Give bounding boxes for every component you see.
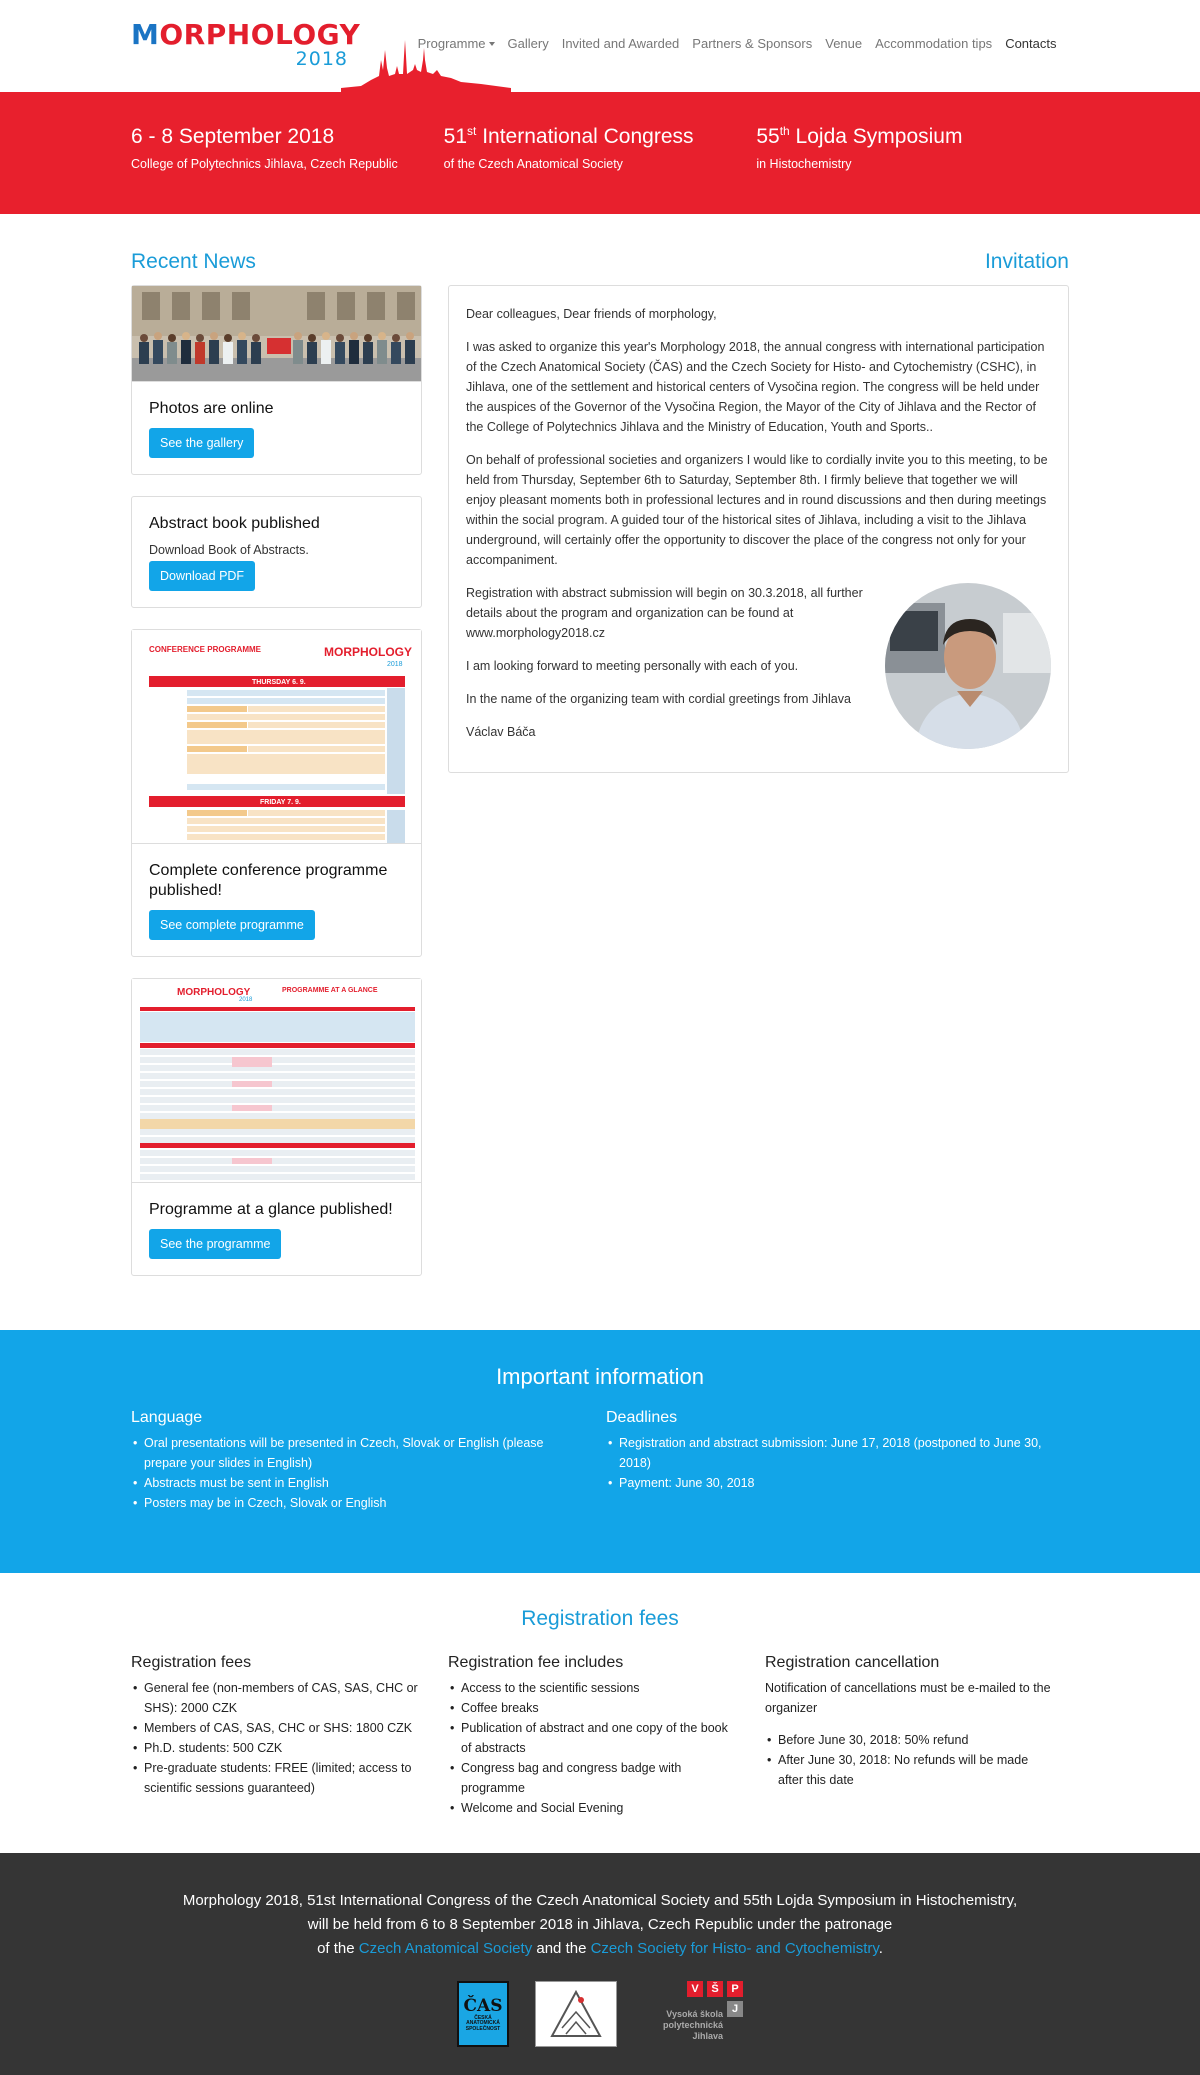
see-programme-button[interactable]: See the programme (149, 1229, 281, 1259)
main-content (131, 214, 1069, 1330)
site-logo[interactable] (131, 18, 361, 74)
nav-invited-awarded[interactable]: Invited and Awarded (561, 36, 680, 51)
nav-contacts[interactable]: Contacts (1005, 36, 1057, 51)
header (0, 0, 1200, 92)
invitation-paragraph: I am looking forward to meeting personally with each of you. (466, 659, 799, 673)
important-info-heading: Important information (496, 1363, 704, 1389)
footer-text: Morphology 2018, 51st International Congress of the Czech Anatomical Society and 55th Lojda Symposium in Histochemistry, (182, 1891, 1018, 1909)
news-title: Complete conference programme published! (149, 861, 388, 900)
language-heading: Language (131, 1408, 203, 1426)
nav-programme[interactable]: Programme (411, 36, 501, 51)
svg-text:2018: 2018 (239, 997, 253, 1004)
invitation-card (448, 285, 1069, 773)
main-nav (411, 36, 1063, 51)
news-card-photos (131, 285, 422, 475)
list-item: • Welcome and Social Evening (448, 1798, 739, 1818)
deadlines-heading: Deadlines (606, 1408, 678, 1426)
list-item: • Pre-graduate students: FREE (limited; access to scientific sessions guaranteed) (131, 1758, 422, 1798)
nav-partners-sponsors[interactable]: Partners & Sponsors (692, 36, 813, 51)
news-title: Photos are online (149, 400, 274, 417)
svg-text:MORPHOLOGY: MORPHOLOGY (177, 987, 251, 999)
fees-heading: Registration fees (521, 1606, 679, 1630)
hero-congress: 51st International Congress of the Czech Anatomical Society (443, 124, 694, 172)
registration-fees-section (0, 1573, 1200, 1853)
svg-text:CONFERENCE PROGRAMME: CONFERENCE PROGRAMME (149, 644, 262, 654)
invitation-paragraph: In the name of the organizing team with cordial greetings from Jihlava (466, 692, 851, 706)
list-item: • General fee (non-members of CAS, SAS, CHC or SHS): 2000 CZK (131, 1678, 422, 1718)
list-item: • Coffee breaks (448, 1698, 739, 1718)
list-item: • Ph.D. students: 500 CZK (131, 1738, 422, 1758)
news-title: Programme at a glance published! (149, 1201, 393, 1219)
fees-column (131, 1654, 422, 1818)
important-info-section (0, 1330, 1200, 1573)
invitation-greeting: Dear colleagues, Dear friends of morphology, (466, 307, 717, 321)
programme-preview-image[interactable] (132, 630, 421, 844)
download-pdf-button[interactable]: Download PDF (149, 561, 255, 591)
histochemistry-society-logo[interactable] (535, 1981, 617, 2047)
cas-logo[interactable]: ČAS ČESKÁ ANATOMICKÁ SPOLEČNOST (457, 1981, 509, 2047)
news-heading: Recent News (131, 250, 256, 273)
vsp-jihlava-logo[interactable]: V Š P J Vysoká škola polytechnická Jihlava (643, 1981, 743, 2047)
nav-accommodation[interactable]: Accommodation tips (875, 36, 993, 51)
list-item: • Abstracts must be sent in English (131, 1473, 569, 1493)
hero-dates: 6 - 8 September 2018 College of Polytechnics Jihlava, Czech Republic (131, 125, 398, 172)
caret-down-icon (489, 42, 495, 46)
see-complete-programme-button[interactable]: See complete programme (149, 910, 315, 940)
list-item: • After June 30, 2018: No refunds will be made after this date (765, 1750, 1056, 1790)
invitation-paragraph: I was asked to organize this year's Morphology 2018, the annual congress with international participation of the Czech Anatomical Society (ČAS) and the Czech Society for Histo- and Cytochemistry (CSHC), in Jihlava, one of the settlement and historical centers of Vysočina region. The congress will be held under the auspices of the Governor of the Vysočina Region, the Mayor of the City of Jihlava and the Rector of the College of Polytechnics Jihlava and the Ministry of Education, Youth and Sports.. (466, 340, 1045, 434)
invitation-heading: Invitation (984, 250, 1069, 273)
partner-logos (0, 1981, 1200, 2047)
deadlines-column (606, 1409, 1044, 1513)
news-card-programme (131, 629, 422, 958)
list-item: • Oral presentations will be presented in Czech, Slovak or English (please prepare your slides in English) (131, 1433, 569, 1473)
see-gallery-button[interactable]: See the gallery (149, 428, 254, 458)
list-item: • Registration and abstract submission: June 17, 2018 (postponed to June 30, 2018) (606, 1433, 1044, 1473)
nav-venue[interactable]: Venue (825, 36, 863, 51)
czech-anatomical-society-link[interactable]: Czech Anatomical Society (358, 1939, 533, 1957)
logo-wordmark: MORPHOLOGY (131, 18, 361, 51)
author-portrait (885, 583, 1051, 749)
footer-text: will be held from 6 to 8 September 2018 in Jihlava, Czech Republic under the patronage (307, 1915, 893, 1933)
list-item: • Congress bag and congress badge with programme (448, 1758, 739, 1798)
list-item: • Before June 30, 2018: 50% refund (765, 1730, 1056, 1750)
language-column (131, 1409, 569, 1513)
logo-year: 2018 (295, 48, 348, 70)
group-photo-image[interactable] (132, 286, 421, 382)
footer (0, 1853, 1200, 2075)
svg-text:PROGRAMME AT A GLANCE: PROGRAMME AT A GLANCE (282, 987, 378, 995)
nav-gallery[interactable]: Gallery (507, 36, 549, 51)
list-item: • Publication of abstract and one copy of the book of abstracts (448, 1718, 739, 1758)
hero-symposium: 55th Lojda Symposium in Histochemistry (756, 124, 963, 172)
svg-text:2018: 2018 (387, 660, 403, 668)
hero-banner (0, 92, 1200, 214)
invitation-paragraph: Registration with abstract submission will begin on 30.3.2018, all further details about the program and organization can be found at www.morphology2018.cz (466, 586, 863, 640)
news-text: Download Book of Abstracts. (149, 542, 309, 557)
cancellation-column (765, 1654, 1056, 1818)
list-item: • Members of CAS, SAS, CHC or SHS: 1800 CZK (131, 1718, 422, 1738)
glance-preview-image[interactable] (132, 979, 421, 1183)
list-item: • Payment: June 30, 2018 (606, 1473, 1044, 1493)
news-card-glance (131, 978, 422, 1276)
fees-col-heading: Registration cancellation (765, 1653, 940, 1671)
fees-col-heading: Registration fee includes (448, 1653, 624, 1671)
czech-histochemistry-society-link[interactable]: Czech Society for Histo- and Cytochemistry (590, 1939, 879, 1957)
svg-text:MORPHOLOGY: MORPHOLOGY (324, 644, 413, 659)
svg-text:THURSDAY 6. 9.: THURSDAY 6. 9. (252, 678, 306, 686)
news-card-abstracts (131, 496, 422, 608)
cancellation-text: Notification of cancellations must be e-mailed to the organizer (765, 1680, 1051, 1715)
news-title: Abstract book published (149, 514, 320, 532)
invitation-column (448, 250, 1069, 1297)
footer-text: of the Czech Anatomical Society and the Czech Society for Histo- and Cytochemistry. (317, 1939, 883, 1957)
invitation-signature: Václav Báča (466, 725, 536, 739)
list-item: • Access to the scientific sessions (448, 1678, 739, 1698)
svg-text:FRIDAY 7. 9.: FRIDAY 7. 9. (260, 798, 301, 806)
fee-includes-column (448, 1654, 739, 1818)
list-item: • Posters may be in Czech, Slovak or English (131, 1493, 569, 1513)
fees-col-heading: Registration fees (131, 1653, 252, 1671)
invitation-paragraph: On behalf of professional societies and organizers I would like to cordially invite you to this meeting, to be held from Thursday, September 6th to Saturday, September 8th. I firmly believe that together we will enjoy pleasant moments both in professional lectures and in round discussions and then during meetings within the social program. A guided tour of the historical sites of Jihlava, including a visit to the Jihlava underground, will certainly offer the opportunity to discover the place of the congress not only for your accompaniment. (466, 453, 1048, 567)
news-column (131, 250, 422, 1297)
